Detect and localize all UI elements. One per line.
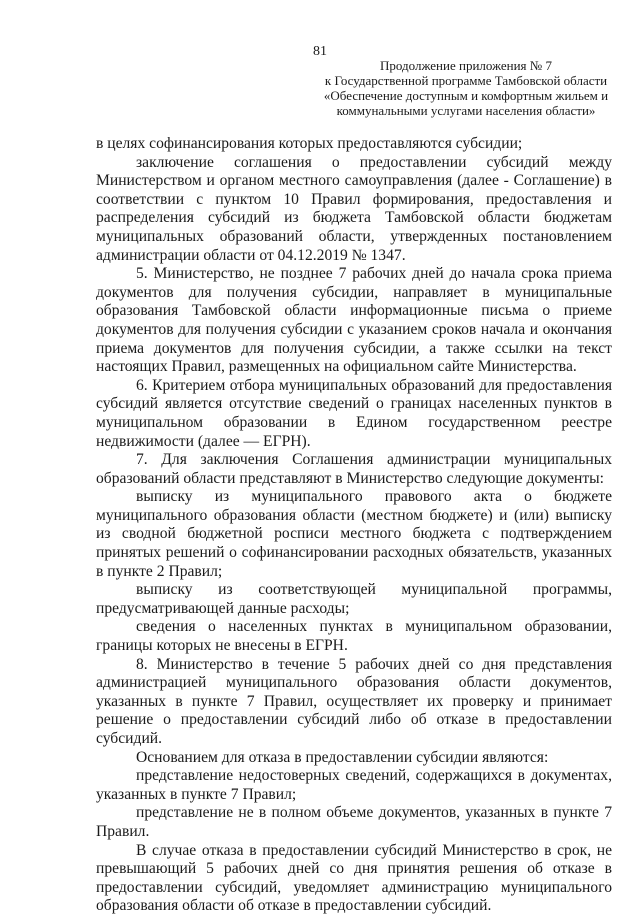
header-line-2: к Государственной программе Тамбовской области <box>324 73 608 88</box>
appendix-header <box>306 58 626 118</box>
paragraph: выписку из соответствующей муниципальной программы, предусматривающей данные расходы; <box>96 581 612 617</box>
paragraph: 5. Министерство, не позднее 7 рабочих дней до начала срока приема документов для получения субсидии, направляет в муниципальные образования Тамбовской области информационные письма о приеме документов для получения субсидии с указанием сроков начала и окончания приема документов для получения субсидии, а также ссылки на текст настоящих Правил, размещенных на официальном сайте Министерства. <box>96 265 612 376</box>
paragraph: представление не в полном объеме документов, указанных в пункте 7 Правил. <box>96 804 612 840</box>
paragraph: заключение соглашения о предоставлении субсидий между Министерством и органом местного самоуправления (далее - Соглашение) в соответствии с пунктом 10 Правил формирования, предоставления и распределения субсидий из бюджета Тамбовской области бюджетам муниципальных образований области, утвержденных постановлением администрации области от 04.12.2019 № 1347. <box>96 153 612 264</box>
paragraph: Основанием для отказа в предоставлении субсидии являются: <box>136 748 549 766</box>
paragraph: в целях софинансирования которых предоставляются субсидии; <box>96 135 523 152</box>
paragraph: 7. Для заключения Соглашения администрации муниципальных образований области представляют в Министерство следующие документы: <box>96 451 612 487</box>
page-number: 81 <box>313 44 327 59</box>
header-line-3: «Обеспечение доступным и комфортным жильем и <box>323 88 609 103</box>
paragraph: выписку из муниципального правового акта о бюджете муниципального образования области (местном бюджете) и (или) выписку из сводной бюджетной росписи местного бюджета с подтверждением принятых решений о софинансировании расходных обязательств, указанных в пункте 2 Правил; <box>96 488 612 580</box>
header-line-1: Продолжение приложения № 7 <box>380 58 552 73</box>
paragraph: 8. Министерство в течение 5 рабочих дней со дня представления администрацией муниципального образования области документов, указанных в пункте 7 Правил, осуществляет их проверку и принимает решение о предоставлении субсидий либо об отказе в предоставлении субсидий. <box>96 655 612 747</box>
paragraph: сведения о населенных пунктах в муниципальном образовании, границы которых не внесены в ЕГРН. <box>96 618 612 655</box>
paragraph: В случае отказа в предоставлении субсидий Министерство в срок, не превышающий 5 рабочих дней со дня принятия решения об отказе в предоставлении субсидий, уведомляет администрацию муниципального образования области об отказе в предоставлении субсидий. <box>96 841 612 915</box>
document-body <box>96 135 612 916</box>
paragraph: 6. Критерием отбора муниципальных образований для предоставления субсидий является отсутствие сведений о границах населенных пунктов в муниципальном образовании в Едином государственном реестре недвижимости (далее — ЕГРН). <box>96 376 612 450</box>
header-line-4: коммунальными услугами населения области» <box>336 103 596 118</box>
paragraph: представление недостоверных сведений, содержащихся в документах, указанных в пункте 7 Правил; <box>96 767 612 803</box>
